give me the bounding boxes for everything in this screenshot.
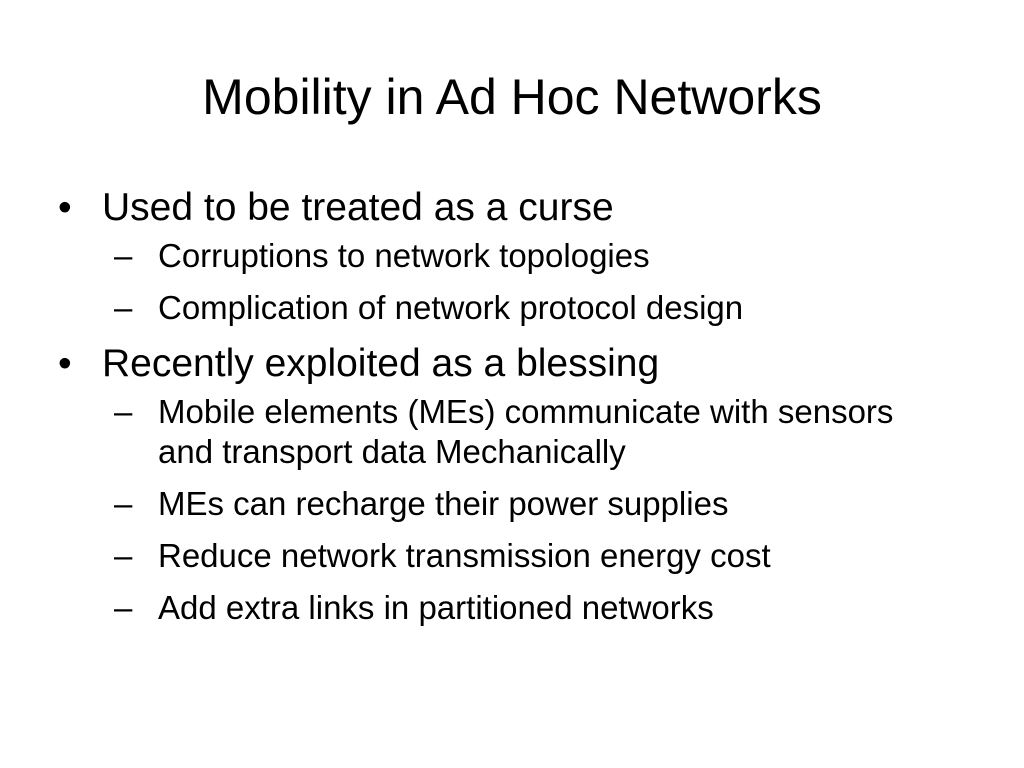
sub-bullet-text: MEs can recharge their power supplies xyxy=(158,485,729,522)
bullet-text: Used to be treated as a curse xyxy=(102,186,614,229)
sub-bullet-list xyxy=(102,392,956,628)
dash-marker: – xyxy=(114,393,133,430)
sub-bullet-text: Complication of network protocol design xyxy=(158,289,744,326)
sub-bullet-list xyxy=(102,236,956,328)
sub-bullet-text: Reduce network transmission energy cost xyxy=(158,537,771,574)
bullet-text: Recently exploited as a blessing xyxy=(102,342,660,385)
sub-bullet-item xyxy=(114,288,956,328)
bullet-list xyxy=(56,184,956,640)
sub-bullet-item xyxy=(114,536,956,576)
dash-marker: – xyxy=(114,289,133,326)
sub-bullet-text: Corruptions to network topologies xyxy=(158,237,650,274)
dash-marker: – xyxy=(114,237,133,274)
bullet-marker: • xyxy=(58,186,72,229)
sub-bullet-text: Add extra links in partitioned networks xyxy=(158,589,714,626)
dash-marker: – xyxy=(114,589,133,626)
dash-marker: – xyxy=(114,485,133,522)
dash-marker: – xyxy=(114,537,133,574)
bullet-item xyxy=(56,340,956,628)
sub-bullet-item xyxy=(114,484,956,524)
sub-bullet-item xyxy=(114,236,956,276)
sub-bullet-item xyxy=(114,588,956,628)
bullet-item xyxy=(56,184,956,328)
sub-bullet-item xyxy=(114,392,956,472)
sub-bullet-text: Mobile elements (MEs) communicate with sensors and transport data Mechanically xyxy=(158,393,894,470)
bullet-marker: • xyxy=(58,342,72,385)
slide-title: Mobility in Ad Hoc Networks xyxy=(202,69,822,125)
